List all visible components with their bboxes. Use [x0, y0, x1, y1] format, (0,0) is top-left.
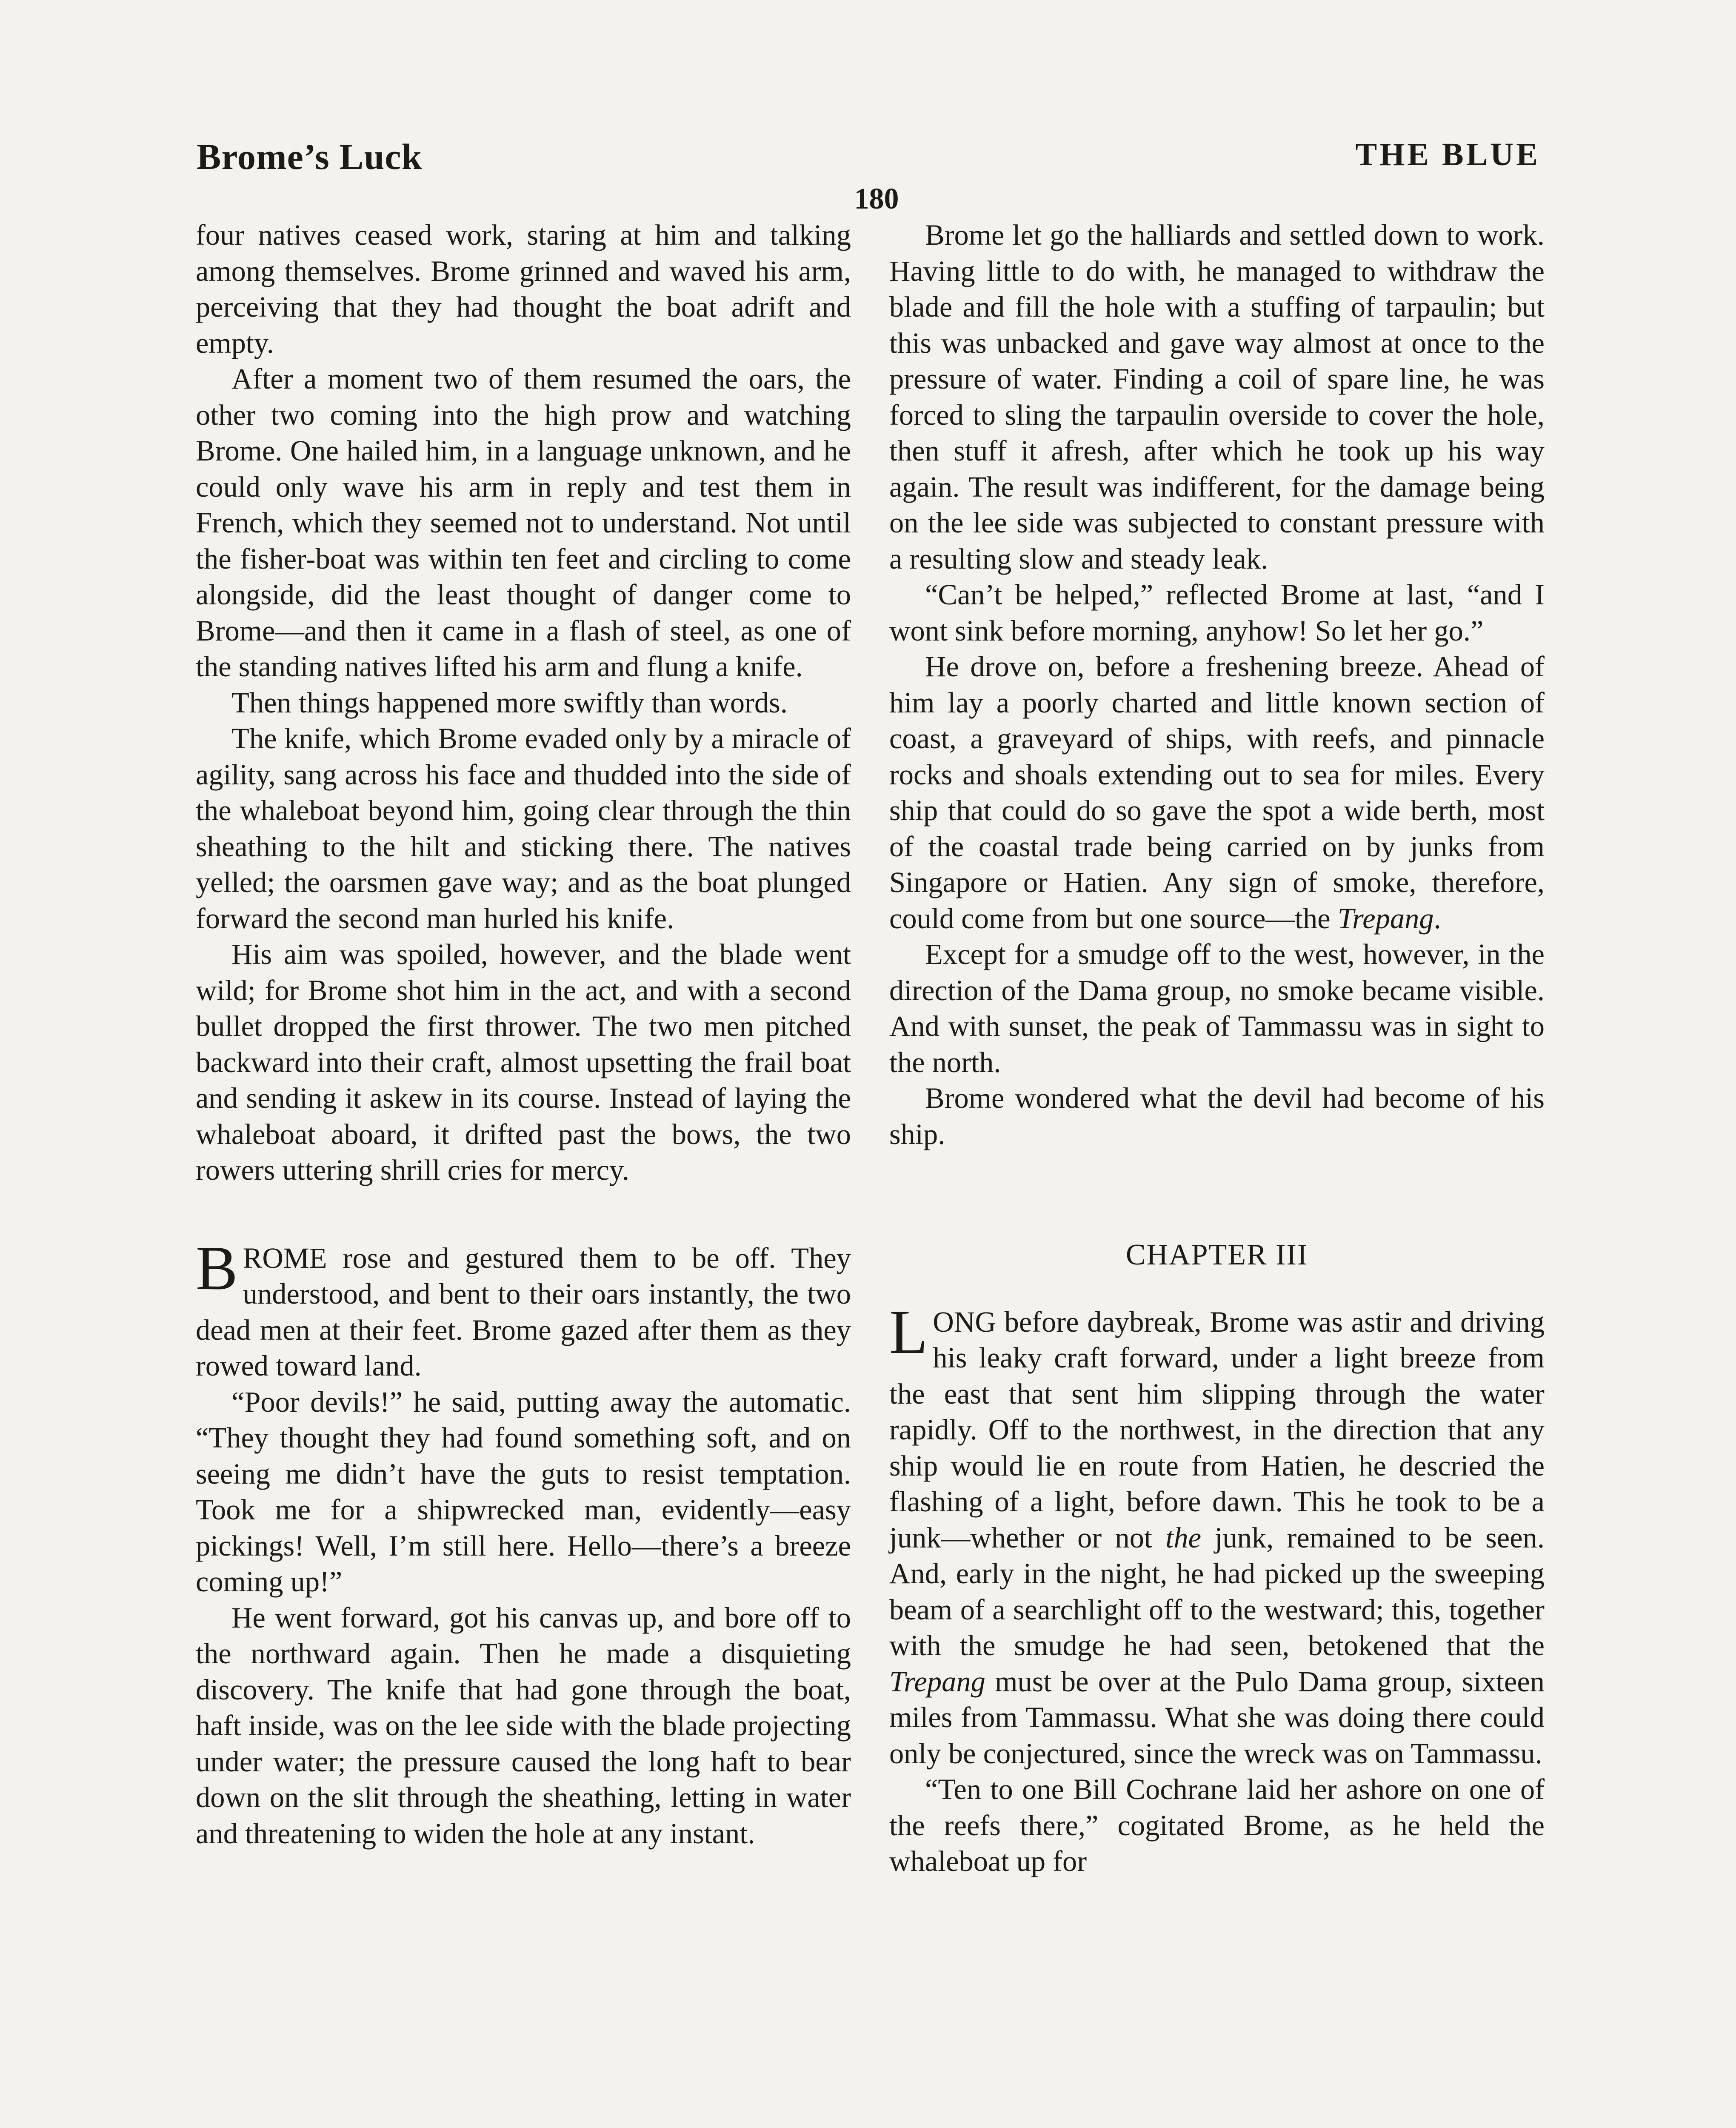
right-column	[889, 217, 1545, 1879]
paragraph	[889, 649, 1545, 936]
section-opening-paragraph	[196, 1233, 851, 1384]
paragraph-text: before daybreak, Brome was astir and driving his leaky craft forward, under a light breeze from the east that sent him slipping through the water rapidly. Off to the northwest, in the direction that any ship would lie en route from Hatien, he descried the flashing of a light, before dawn. This he took to be a junk—whether or not	[889, 1305, 1545, 1554]
paragraph: “Poor devils!” he said, putting away the automatic. “They thought they had found something soft, and on seeing me didn’t have the guts to resist temptation. Took me for a shipwrecked man, evidently—easy pickings! Well, I’m still here. Hello—there’s a breeze coming up!”	[196, 1385, 851, 1598]
paragraph: After a moment two of them resumed the oars, the other two coming into the high prow and watching Brome. One hailed him, in a language unknown, and he could only wave his arm in reply and test them in French, which they seemed not to understand. Not until the fisher-boat was within ten feet and circling to come alongside, did the least thought of danger come to Brome—and then it came in a flash of steel, as one of the standing natives lifted his arm and flung a knife.	[196, 363, 851, 683]
magazine-title: THE BLUE	[1355, 137, 1540, 172]
paragraph: Then things happened more swiftly than words.	[231, 686, 788, 719]
drop-cap: B	[196, 1233, 238, 1303]
small-caps-lead: ONG	[933, 1305, 996, 1338]
small-caps-lead: ROME	[243, 1241, 327, 1274]
left-column	[196, 217, 851, 1851]
drop-cap: L	[889, 1297, 928, 1367]
paragraph-text: must be over at the Pulo Dama group, sixteen miles from Tammassu. What she was doing there could only be conjectured, since the wreck was on Tammassu.	[889, 1665, 1545, 1770]
paragraph: Except for a smudge off to the west, however, in the direction of the Dama group, no smoke became visible. And with sunset, the peak of Tammassu was in sight to the north.	[889, 938, 1545, 1078]
paragraph-text: rose and gestured them to be off. They understood, and bent to their oars instantly, the two dead men at their feet. Brome gazed after them as they rowed toward land.	[196, 1241, 851, 1382]
chapter-opening-paragraph	[889, 1297, 1545, 1772]
paragraph: Brome let go the halliards and settled down to work. Having little to do with, he managed to withdraw the blade and fill the hole with a stuffing of tarpaulin; but this was unbacked and gave way almost at once to the pressure of water. Finding a coil of spare line, he was forced to sling the tarpaulin overside to cover the hole, then stuff it afresh, after which he took up his way again. The result was indifferent, for the damage being on the lee side was subjected to constant pressure with a resulting slow and steady leak.	[889, 219, 1545, 575]
paragraph-text: .	[1433, 902, 1441, 935]
paragraph: “Ten to one Bill Cochrane laid her ashore on one of the reefs there,” cogitated Brome, as he held the whaleboat up for	[889, 1773, 1545, 1877]
story-title: Brome’s Luck	[197, 136, 423, 177]
paragraph: “Can’t be helped,” reflected Brome at last, “and I wont sink before morning, anyhow! So let her go.”	[889, 578, 1545, 647]
page-number: 180	[854, 183, 899, 215]
paragraph: The knife, which Brome evaded only by a miracle of agility, sang across his face and thudded into the side of the whaleboat beyond him, going clear through the thin sheathing to the hilt and sticking there. The natives yelled; the oarsmen gave way; and as the boat plunged forward the second man hurled his knife.	[196, 722, 851, 935]
paragraph: He went forward, got his canvas up, and bore off to the northward again. Then he made a disquieting discovery. The knife that had gone through the boat, haft inside, was on the lee side with the blade projecting under water; the pressure caused the long haft to bear down on the slit through the sheathing, letting in water and threatening to widen the hole at any instant.	[196, 1601, 851, 1850]
paragraph: Brome wondered what the devil had become of his ship.	[889, 1082, 1545, 1150]
ship-name: Trepang	[889, 1665, 985, 1698]
ship-name: Trepang	[1337, 902, 1434, 935]
paragraph-text: He drove on, before a freshening breeze. Ahead of him lay a poorly charted and little known section of coast, a graveyard of ships, with reefs, and pinnacle rocks and shoals extending out to sea for miles. Every ship that could do so gave the spot a wide berth, most of the coastal trade being carried on by junks from Singapore or Hatien. Any sign of smoke, therefore, could come from but one source—the	[889, 650, 1545, 935]
paragraph-text: junk, remained to be seen. And, early in the night, he had picked up the sweeping beam of a searchlight off to the westward; this, together with the smudge he had seen, betokened that the	[889, 1521, 1545, 1662]
chapter-heading: CHAPTER III	[1125, 1238, 1308, 1271]
italic-word: the	[1165, 1521, 1202, 1554]
paragraph: His aim was spoiled, however, and the blade went wild; for Brome shot him in the act, and with a second bullet dropped the first thrower. The two men pitched backward into their craft, almost upsetting the frail boat and sending it askew in its course. Instead of laying the whaleboat aboard, it drifted past the bows, the two rowers uttering shrill cries for mercy.	[196, 938, 851, 1186]
paragraph: four natives ceased work, staring at him and talking among themselves. Brome grinned and waved his arm, perceiving that they had thought the boat adrift and empty.	[196, 219, 851, 359]
section-break	[196, 1188, 851, 1240]
